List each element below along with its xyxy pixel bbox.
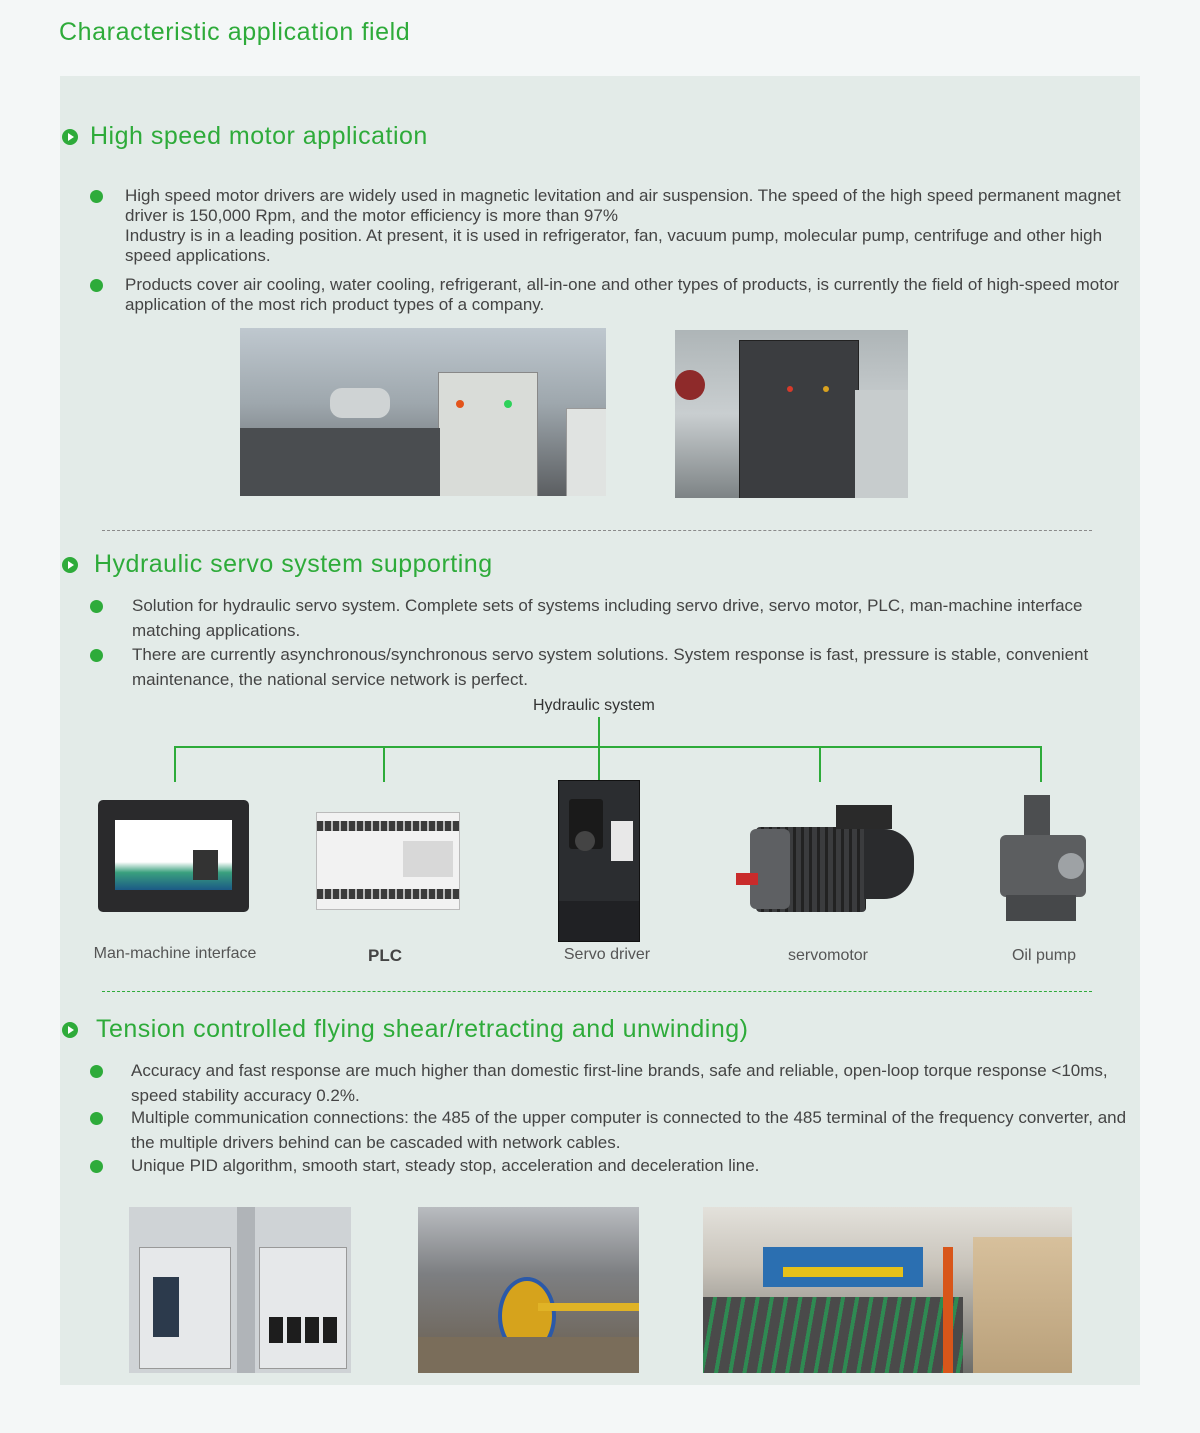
photo-factory-machinery [418, 1207, 639, 1373]
section-heading-high-speed [62, 122, 428, 151]
plc-image [316, 812, 460, 910]
diagram-connector [1040, 746, 1042, 782]
bullet-item [90, 275, 1130, 315]
page-title: Characteristic application field [59, 18, 411, 46]
section-title: High speed motor application [90, 122, 428, 150]
section-divider [102, 991, 1092, 992]
photo-high-speed-cabinet [675, 330, 908, 498]
bullet-dot-icon [90, 600, 103, 613]
bullet-item [90, 1059, 1140, 1108]
section-title: Hydraulic servo system supporting [94, 550, 493, 578]
hmi-image [98, 800, 249, 912]
bullet-text: High speed motor drivers are widely used in magnetic levitation and air suspension. The speed of the high speed permanent magnet driver is 150,000 Rpm, and the motor efficiency is more than 97% Industry is in a leading position. At present, it is used in refrigerator, fan, vacuum pump, molecular pump, centrifuge and other high speed applications. [125, 186, 1121, 265]
bullet-dot-icon [90, 190, 103, 203]
bullet-text: There are currently asynchronous/synchronous servo system solutions. System response is fast, pressure is stable, convenient maintenance, the national service network is perfect. [132, 645, 1089, 689]
bullet-item [90, 1154, 1140, 1179]
photo-production-line [703, 1207, 1072, 1373]
section-heading-hydraulic [62, 550, 493, 579]
bullet-item [90, 1106, 1140, 1155]
diagram-child-label: Oil pump [1011, 947, 1077, 964]
bullet-text: Multiple communication connections: the 485 of the upper computer is connected to the 485 terminal of the frequency converter, and the multiple drivers behind can be cascaded with network cables. [131, 1108, 1127, 1152]
arrow-circle-icon [62, 557, 78, 573]
diagram-connector [598, 717, 600, 780]
section-heading-tension [62, 1015, 748, 1044]
bullet-dot-icon [90, 649, 103, 662]
bullet-text: Unique PID algorithm, smooth start, steady stop, acceleration and deceleration line. [131, 1156, 760, 1175]
section-divider [102, 530, 1092, 531]
content-panel [60, 76, 1140, 1385]
bullet-dot-icon [90, 1112, 103, 1125]
photo-high-speed-installation [240, 328, 606, 496]
diagram-child-label: servomotor [787, 947, 869, 964]
bullet-dot-icon [90, 1065, 103, 1078]
diagram-child-label: Servo driver [563, 946, 651, 963]
bullet-text: Accuracy and fast response are much higher than domestic first-line brands, safe and reliable, open-loop torque response <10ms, speed stability accuracy 0.2%. [131, 1061, 1108, 1105]
bullet-dot-icon [90, 279, 103, 292]
bullet-text: Products cover air cooling, water cooling, refrigerant, all-in-one and other types of products, is currently the field of high-speed motor application of the most rich product types of a company. [125, 275, 1120, 314]
photo-control-cabinet [129, 1207, 351, 1373]
bullet-text: Solution for hydraulic servo system. Complete sets of systems including servo drive, servo motor, PLC, man-machine interface matching applications. [132, 596, 1083, 640]
bullet-item [90, 594, 1120, 643]
arrow-circle-icon [62, 129, 78, 145]
servo-driver-image [558, 780, 640, 942]
diagram-connector [174, 746, 1042, 748]
diagram-child-label: Man-machine interface [93, 945, 257, 962]
servomotor-image [736, 805, 916, 915]
diagram-root-label: Hydraulic system [533, 697, 655, 714]
oil-pump-image [998, 795, 1088, 923]
diagram-child-label: PLC [368, 946, 402, 965]
bullet-item [90, 186, 1140, 266]
bullet-item [90, 643, 1120, 692]
diagram-connector [819, 746, 821, 782]
diagram-connector [174, 746, 176, 782]
bullet-dot-icon [90, 1160, 103, 1173]
arrow-circle-icon [62, 1022, 78, 1038]
section-title: Tension controlled flying shear/retracting and unwinding) [96, 1015, 749, 1043]
diagram-connector [383, 746, 385, 782]
